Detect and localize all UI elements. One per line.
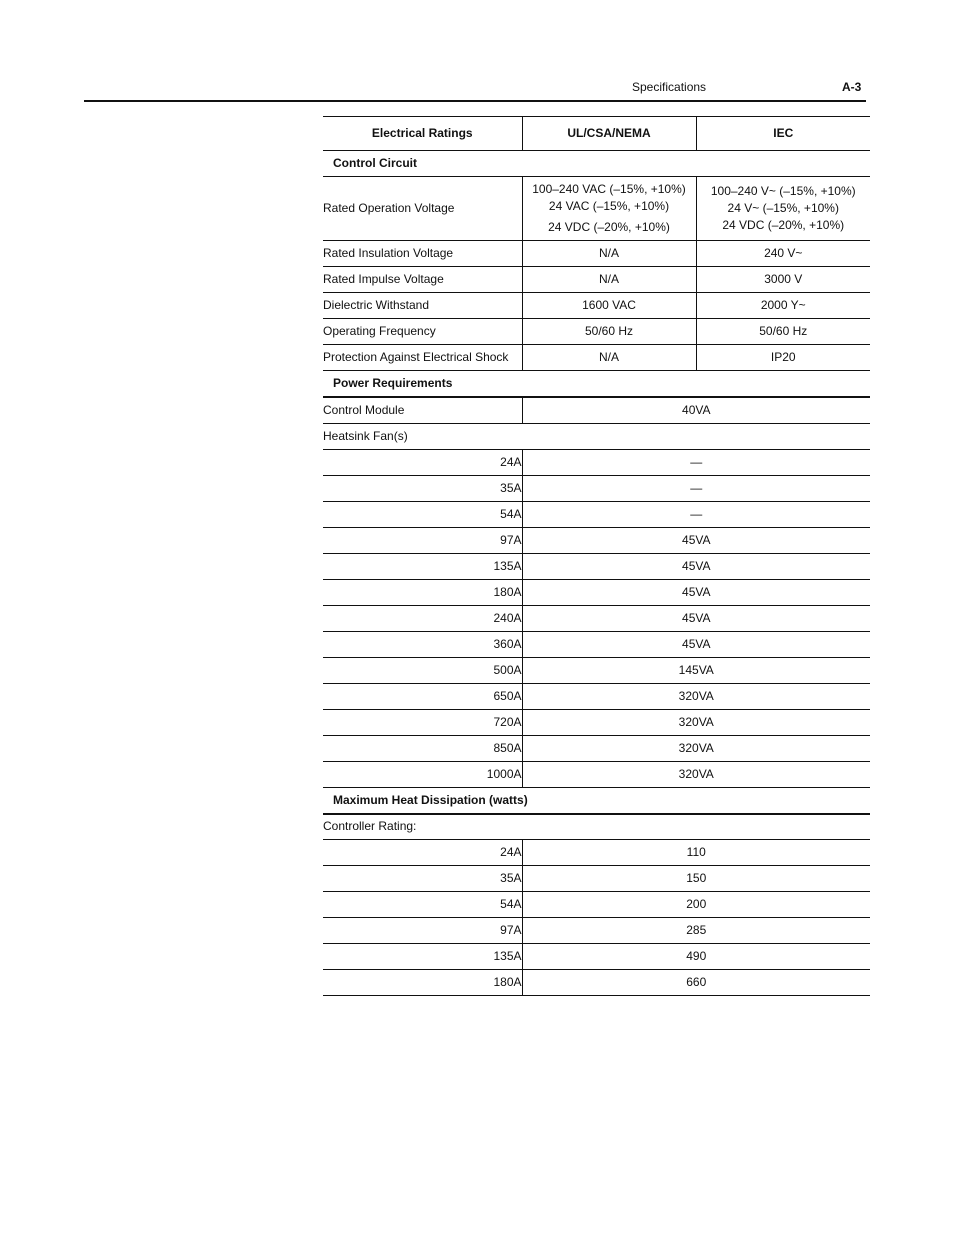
table-row — [323, 267, 870, 293]
merged-value: 490 — [686, 949, 707, 963]
row-label: Rated Impulse Voltage — [323, 267, 522, 293]
section-title: Power Requirements — [333, 376, 453, 390]
merged-value: 660 — [686, 975, 707, 989]
rating-label: 97A — [323, 918, 522, 944]
rating-label: 135A — [323, 553, 522, 579]
ul-value: N/A — [522, 345, 696, 371]
table-row — [323, 814, 870, 840]
table-row — [323, 735, 870, 761]
rating-label: 720A — [323, 709, 522, 735]
value-line: 100–240 V~ (–15%, +10%) — [710, 184, 856, 198]
page-header — [84, 78, 866, 102]
rating-label: 54A — [323, 501, 522, 527]
section-title: Specifications — [632, 80, 707, 94]
rating-label: 180A — [323, 970, 522, 996]
ul-value: N/A — [522, 267, 696, 293]
subheading: Heatsink Fan(s) — [323, 428, 408, 443]
merged-value: 320VA — [678, 766, 714, 781]
table-row — [323, 970, 870, 996]
merged-value: 150 — [686, 871, 707, 885]
table-row — [323, 579, 870, 605]
rating-label: 500A — [323, 657, 522, 683]
table-row — [323, 293, 870, 319]
table-row — [323, 553, 870, 579]
column-header: IEC — [773, 126, 794, 140]
ul-value: N/A — [522, 241, 696, 267]
rating-label: 24A — [323, 840, 522, 866]
page-number: A-3 — [842, 80, 862, 94]
rating-label: 54A — [323, 892, 522, 918]
rating-label: 97A — [323, 527, 522, 553]
section-row-control-circuit — [323, 151, 870, 177]
value-line: 24 V~ (–15%, +10%) — [727, 201, 839, 215]
iec-value: 3000 V — [764, 272, 803, 286]
iec-value: 240 V~ — [764, 246, 803, 260]
merged-value: 45VA — [682, 558, 711, 573]
merged-value: 45VA — [682, 532, 711, 547]
rating-label: 35A — [323, 475, 522, 501]
merged-value: 40VA — [682, 402, 711, 417]
rating-label: 850A — [323, 735, 522, 761]
row-label: Rated Insulation Voltage — [323, 241, 522, 267]
ul-value: 50/60 Hz — [522, 319, 696, 345]
rating-label: 135A — [323, 944, 522, 970]
table-row — [323, 761, 870, 787]
table-header-row — [323, 117, 870, 151]
column-header: UL/CSA/NEMA — [522, 117, 696, 151]
table-row — [323, 683, 870, 709]
electrical-ratings-table — [323, 116, 870, 996]
section-title: Control Circuit — [333, 156, 417, 170]
row-label: Operating Frequency — [323, 319, 522, 345]
merged-value: 320VA — [678, 740, 714, 755]
subheading: Controller Rating: — [323, 819, 417, 834]
iec-value — [696, 177, 870, 241]
table-row — [323, 840, 870, 866]
merged-value: — — [690, 480, 703, 495]
section-title: Maximum Heat Dissipation (watts) — [333, 792, 528, 807]
merged-value: 320VA — [678, 714, 714, 729]
row-label: Control Module — [323, 397, 522, 423]
rating-label: 35A — [323, 866, 522, 892]
merged-value: 200 — [686, 897, 707, 911]
rating-label: 650A — [323, 683, 522, 709]
merged-value: — — [690, 454, 703, 469]
row-label: Dielectric Withstand — [323, 293, 522, 319]
value-line: 100–240 VAC (–15%, +10%) — [532, 182, 686, 196]
merged-value: — — [690, 506, 703, 521]
rating-label: 1000A — [323, 761, 522, 787]
rating-label: 240A — [323, 605, 522, 631]
merged-value: 110 — [686, 845, 706, 859]
row-label: Rated Operation Voltage — [323, 177, 522, 241]
rating-label: 180A — [323, 579, 522, 605]
table-row — [323, 709, 870, 735]
ul-value: 1600 VAC — [522, 293, 696, 319]
ul-value — [522, 177, 696, 241]
table-row — [323, 345, 870, 371]
table-row — [323, 423, 870, 449]
table-row — [323, 605, 870, 631]
table-row — [323, 319, 870, 345]
table-row — [323, 631, 870, 657]
table-row — [323, 397, 870, 423]
table-row — [323, 501, 870, 527]
section-row-heat-dissipation — [323, 787, 870, 814]
table-row — [323, 475, 870, 501]
table-row — [323, 892, 870, 918]
rating-label: 360A — [323, 631, 522, 657]
iec-value: 2000 Y~ — [760, 298, 806, 312]
table-row — [323, 527, 870, 553]
merged-value: 45VA — [682, 610, 711, 625]
row-label: Protection Against Electrical Shock — [323, 345, 522, 371]
merged-value: 285 — [686, 923, 707, 937]
table-row — [323, 241, 870, 267]
merged-value: 145VA — [678, 662, 714, 677]
table-row — [323, 918, 870, 944]
table-row — [323, 449, 870, 475]
table-row — [323, 866, 870, 892]
iec-value: IP20 — [770, 350, 796, 364]
table-row — [323, 657, 870, 683]
merged-value: 320VA — [678, 688, 714, 703]
iec-value: 50/60 Hz — [759, 324, 808, 338]
merged-value: 45VA — [682, 636, 711, 651]
section-row-power-requirements — [323, 371, 870, 398]
value-line: 24 VDC (–20%, +10%) — [548, 220, 670, 234]
column-header: Electrical Ratings — [323, 117, 522, 151]
rating-label: 24A — [323, 449, 522, 475]
merged-value: 45VA — [682, 584, 711, 599]
table-row — [323, 944, 870, 970]
table-row — [323, 177, 870, 241]
value-line: 24 VDC (–20%, +10%) — [722, 218, 845, 232]
value-line: 24 VAC (–15%, +10%) — [548, 199, 670, 213]
